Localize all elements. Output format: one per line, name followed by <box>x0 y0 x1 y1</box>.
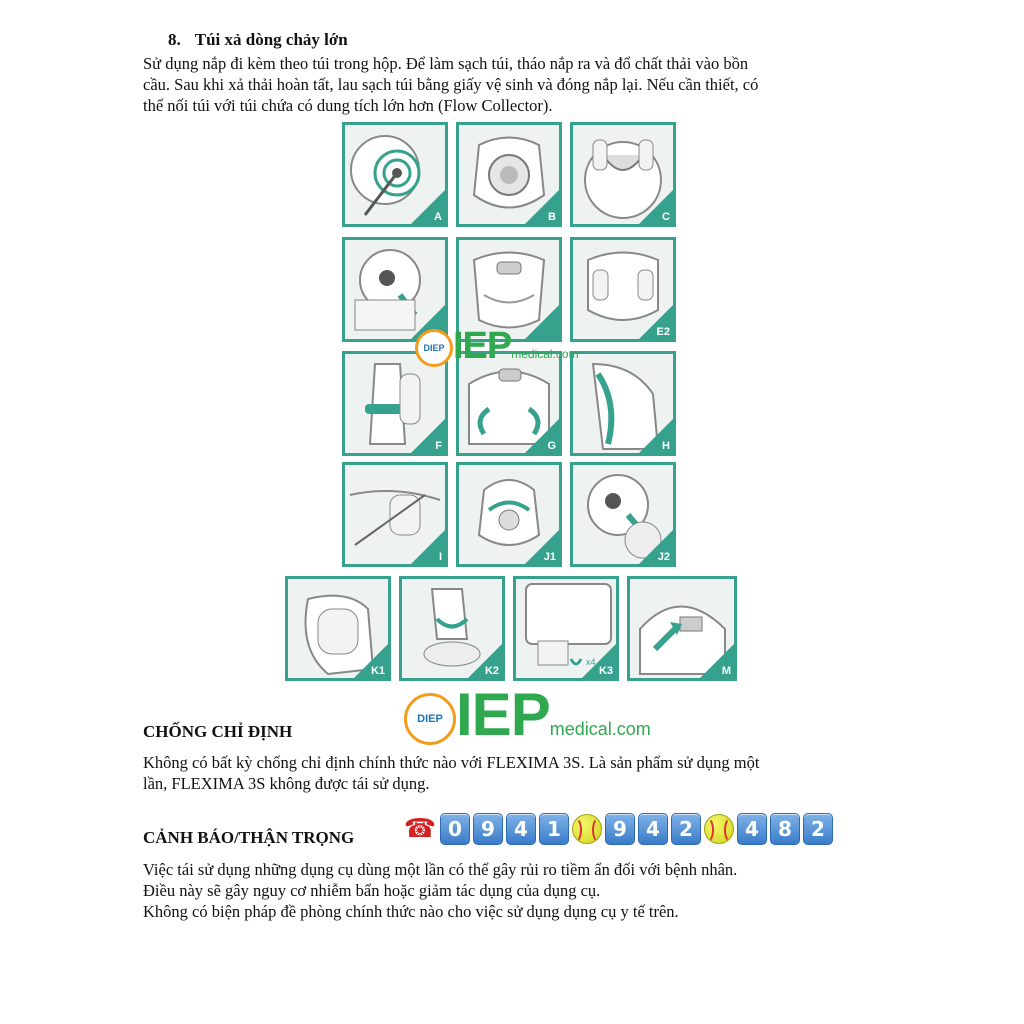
panel-label: G <box>547 440 556 452</box>
phone-digit: 9 <box>605 813 635 845</box>
panel-label: A <box>434 211 442 223</box>
phone-number[interactable] <box>403 813 833 845</box>
panel-label: J1 <box>543 551 556 563</box>
watermark-logo-small <box>415 325 579 368</box>
phone-digit: 4 <box>506 813 536 845</box>
panel-k2 <box>399 576 505 681</box>
panel-label: H <box>662 440 670 452</box>
k3-note: x4 <box>586 657 596 667</box>
warning-paragraph <box>143 859 737 922</box>
phone-digit: 4 <box>638 813 668 845</box>
logo-sub: medical.com <box>549 719 651 739</box>
paragraph-line: Không có biện pháp đề phòng chính thức nào cho việc sử dụng dụng cụ y tế trên. <box>143 902 679 921</box>
panel-b <box>456 122 562 227</box>
panel-label: K2 <box>484 665 499 677</box>
panel-c <box>570 122 676 227</box>
paragraph-line: Sử dụng nắp đi kèm theo túi trong hộp. Để làm sạch túi, tháo nắp ra và đổ chất thải vào bồn <box>143 54 749 73</box>
paragraph-line: lần, FLEXIMA 3S không được tái sử dụng. <box>143 774 430 793</box>
panel-h <box>570 351 676 456</box>
logo-badge-icon: DIEP <box>415 329 453 367</box>
paragraph-line: Việc tái sử dụng những dụng cụ dùng một lần có thể gây rủi ro tiềm ẩn đối với bệnh nhân. <box>143 860 738 879</box>
panel-e2 <box>570 237 676 342</box>
panel-k1 <box>285 576 391 681</box>
panel-label: J2 <box>657 551 670 563</box>
panel-label: K1 <box>370 665 385 677</box>
paragraph-line: cầu. Sau khi xả thải hoàn tất, lau sạch túi bằng giấy vệ sinh và đóng nắp lại. Nếu cần thiết, có <box>143 75 759 94</box>
paragraph-line: Điều này sẽ gây nguy cơ nhiễm bẩn hoặc giảm tác dụng của dụng cụ. <box>143 881 601 900</box>
phone-digit: 2 <box>671 813 701 845</box>
panel-label: C <box>662 211 670 223</box>
contraindication-title: CHỐNG CHỈ ĐỊNH <box>143 722 293 741</box>
warning-title: CẢNH BÁO/THẬN TRỌNG <box>143 828 355 847</box>
section8-paragraph <box>143 53 758 116</box>
phone-digit: 0 <box>440 813 470 845</box>
section-number: 8. <box>168 30 181 49</box>
logo-badge-icon: DIEP <box>404 693 456 745</box>
panel-j1 <box>456 462 562 567</box>
section-title: Túi xả dòng chảy lớn <box>194 30 348 49</box>
panel-i <box>342 462 448 567</box>
phone-digit: 1 <box>539 813 569 845</box>
panel-j2 <box>570 462 676 567</box>
softball-icon <box>572 814 602 844</box>
logo-sub: medical.com <box>511 347 579 361</box>
phone-digit: 8 <box>770 813 800 845</box>
panel-label: K3 <box>598 665 613 677</box>
panel-label: F <box>435 440 442 452</box>
panel-label: I <box>438 551 442 563</box>
phone-digit: 2 <box>803 813 833 845</box>
panel-label: M <box>721 665 731 677</box>
logo-letters: IEP <box>456 681 550 748</box>
paragraph-line: thể nối túi với túi chứa có dung tích lớn hơn (Flow Collector). <box>143 96 553 115</box>
logo-letters: IEP <box>453 325 512 367</box>
section-heading <box>168 30 348 50</box>
panel-m <box>627 576 737 681</box>
watermark-logo-large <box>404 681 651 759</box>
phone-digit: 4 <box>737 813 767 845</box>
paragraph-line: Không có bất kỳ chống chỉ định chính thức nào với FLEXIMA 3S. Là sản phẩm sử dụng một <box>143 753 760 772</box>
panel-label: B <box>548 211 556 223</box>
phone-digit: 9 <box>473 813 503 845</box>
panel-label: E2 <box>656 326 670 338</box>
panel-a <box>342 122 448 227</box>
contraindication-paragraph <box>143 752 759 794</box>
softball-icon <box>704 814 734 844</box>
telephone-icon: ☎ <box>403 814 437 843</box>
panel-k3 <box>513 576 619 681</box>
